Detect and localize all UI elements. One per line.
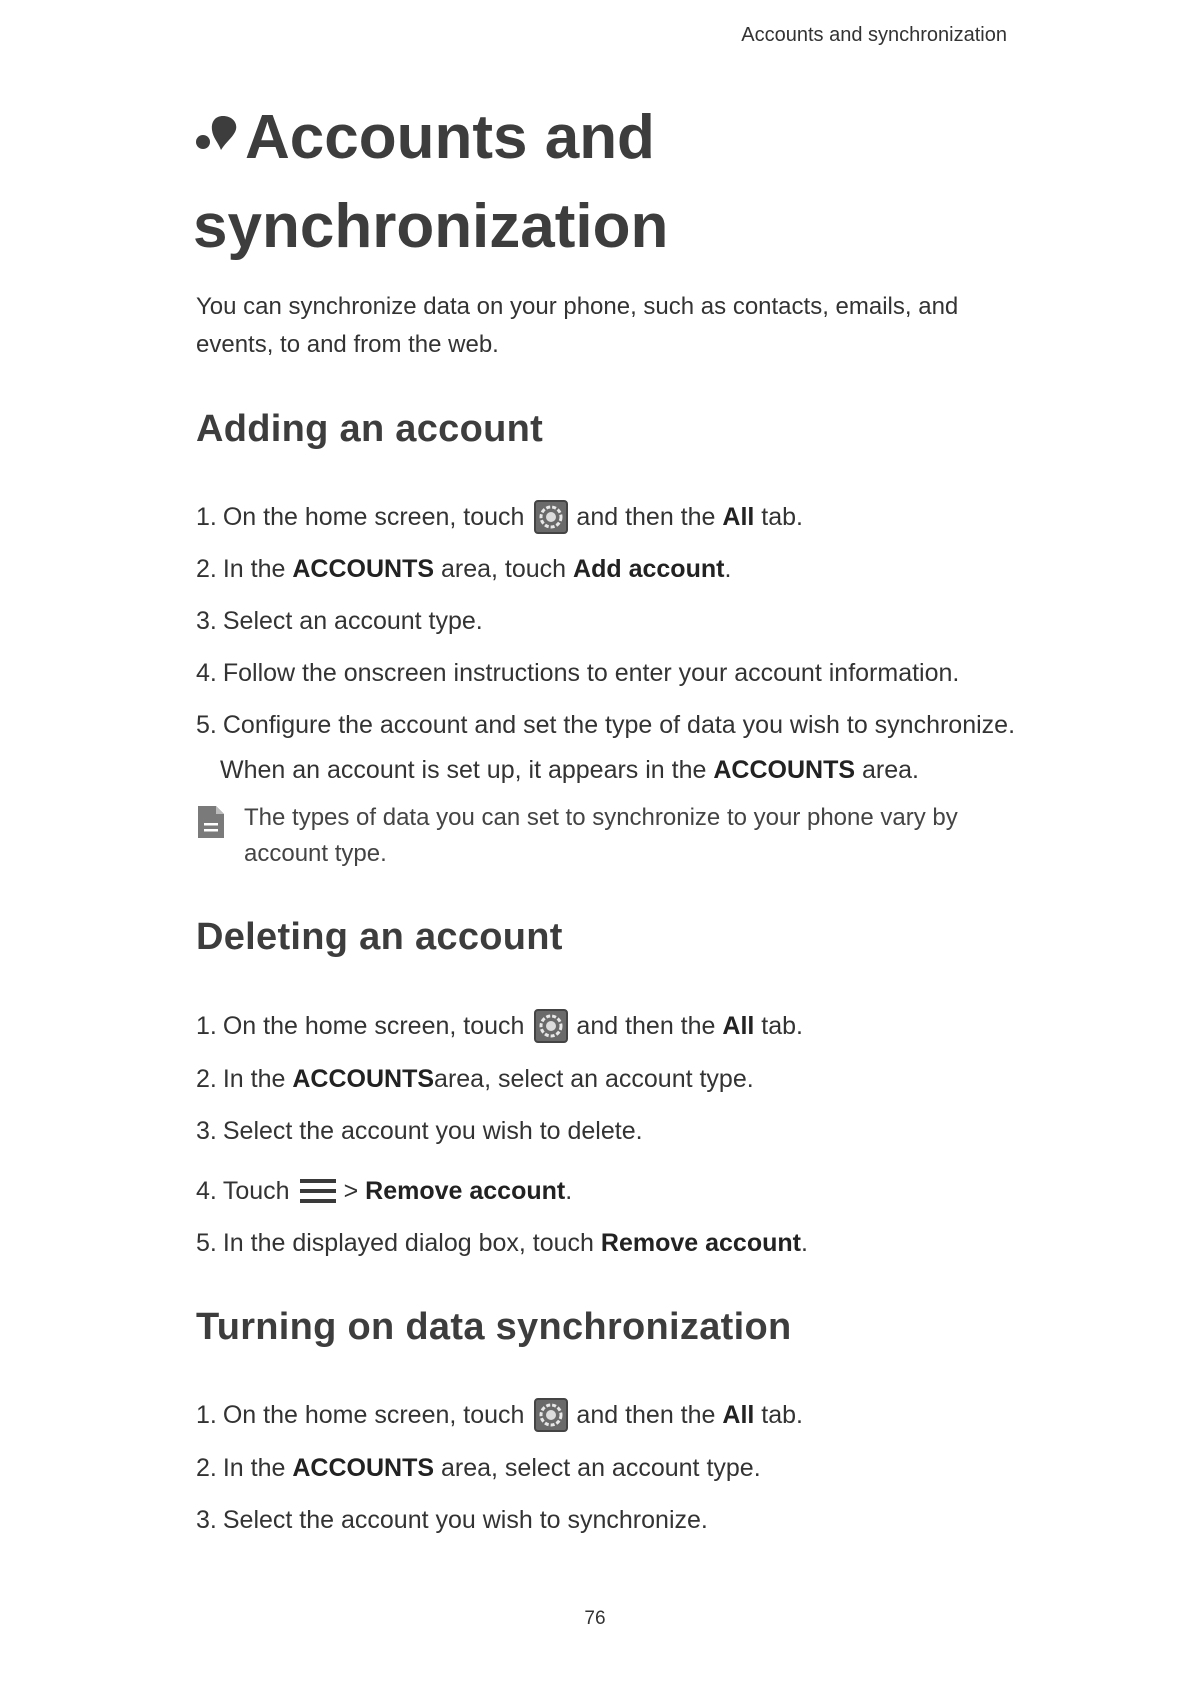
sync-accounts-icon [193, 112, 241, 152]
sync-step-1: 1. On the home screen, touch and then the All tab. [196, 1398, 803, 1432]
deleting-step-3: 3. Select the account you wish to delete. [196, 1117, 643, 1145]
deleting-step-1: 1. On the home screen, touch and then the All tab. [196, 1009, 803, 1043]
settings-gear-icon [534, 1009, 568, 1043]
section-heading-deleting: Deleting an account [196, 916, 563, 958]
adding-step-3: 3. Select an account type. [196, 607, 483, 635]
note-document-icon [196, 804, 226, 840]
adding-followup: When an account is set up, it appears in the ACCOUNTS area. [220, 756, 919, 784]
page-number: 76 [584, 1608, 606, 1629]
note-text: The types of data you can set to synchronize to your phone vary by account type. [244, 804, 958, 867]
sync-step-3: 3. Select the account you wish to synchronize. [196, 1506, 708, 1534]
menu-icon [300, 1178, 336, 1204]
deleting-step-2: 2. In the ACCOUNTS area, select an account type. [196, 1065, 754, 1093]
section-heading-adding: Adding an account [196, 408, 544, 450]
settings-gear-icon [534, 500, 568, 534]
adding-step-1: 1. On the home screen, touch and then the All tab. [196, 500, 803, 534]
deleting-step-5: 5. In the displayed dialog box, touch Remove account . [196, 1229, 808, 1257]
chapter-intro: You can synchronize data on your phone, such as contacts, emails, and events, to and from the web. [196, 293, 959, 358]
adding-step-5: 5. Configure the account and set the type of data you wish to synchronize. [196, 711, 1016, 739]
chapter-title [193, 93, 953, 271]
chapter-title-text: Accounts and synchronization [193, 103, 669, 261]
sync-step-2: 2. In the ACCOUNTS area, select an account type. [196, 1454, 761, 1482]
deleting-step-4: 4. Touch > Remove account . [196, 1177, 573, 1205]
adding-step-2: 2. In the ACCOUNTS area, touch Add account . [196, 555, 732, 583]
adding-step-4: 4. Follow the onscreen instructions to enter your account information. [196, 659, 960, 687]
section-heading-sync: Turning on data synchronization [196, 1306, 792, 1348]
settings-gear-icon [534, 1398, 568, 1432]
running-header: Accounts and synchronization [741, 24, 1007, 46]
